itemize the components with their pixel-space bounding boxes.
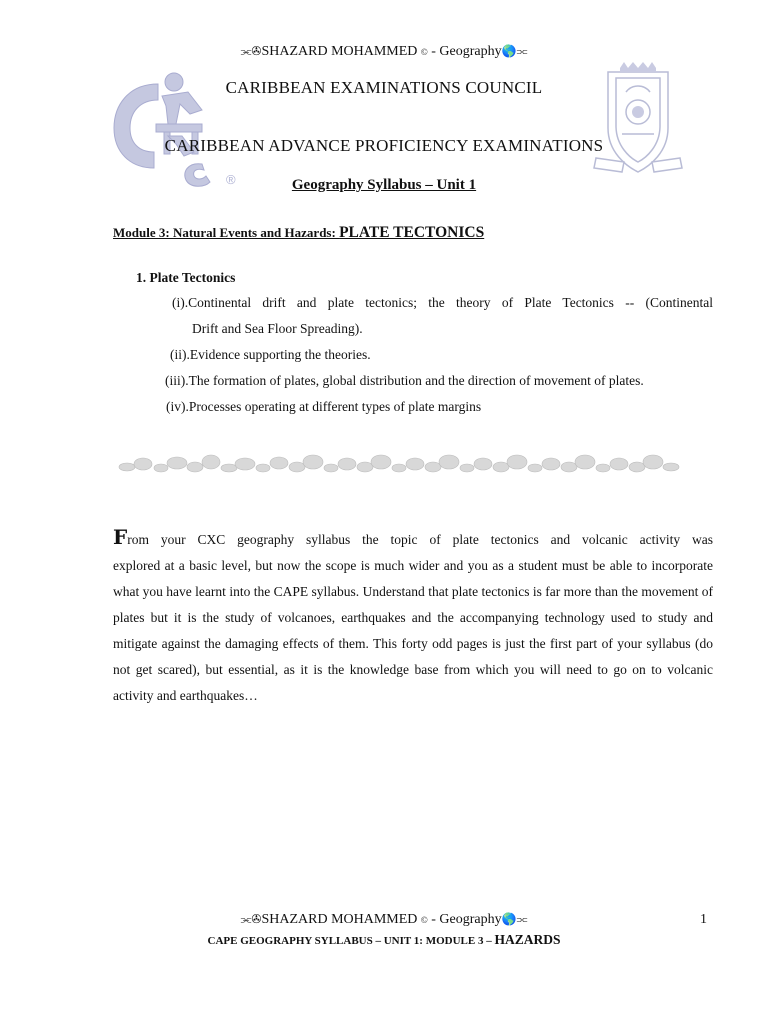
header-ornament-right: 🌎⫗: [501, 44, 528, 58]
page-header: [0, 44, 768, 60]
header-copyright: ©: [420, 47, 428, 57]
drop-cap: F: [113, 525, 128, 549]
module-topic: PLATE TECTONICS: [339, 224, 485, 241]
course-footer: [0, 932, 768, 948]
intro-paragraph: [113, 524, 713, 709]
page-number: 1: [700, 912, 707, 927]
course-footer-topic: HAZARDS: [494, 932, 561, 947]
header-subject: - Geography: [427, 44, 502, 59]
header-author: SHAZARD MOHAMMED: [261, 44, 418, 59]
footer-ornament-right: 🌎⫗: [501, 912, 528, 926]
list-item-ii: (ii).Evidence supporting the theories.: [170, 347, 371, 362]
course-footer-prefix: CAPE GEOGRAPHY SYLLABUS – UNIT 1: MODULE 3 –: [207, 935, 495, 947]
paragraph-first-line: [113, 524, 713, 553]
footer-ornament-left: ⫘✇: [240, 912, 262, 926]
list-item-i: (i).Continental drift and plate tectonics; the theory of Plate Tectonics -- (Continental: [172, 295, 713, 310]
header-ornament-left: ⫘✇: [240, 44, 262, 58]
module-heading: [113, 224, 484, 242]
page-footer: [0, 912, 768, 928]
section-heading: 1. Plate Tectonics: [136, 270, 236, 285]
footer-copyright: ©: [420, 915, 428, 925]
list-item-iii: (iii).The formation of plates, global distribution and the direction of movement of plates.: [165, 373, 644, 388]
list-item-iv: (iv).Processes operating at different types of plate margins: [166, 399, 482, 414]
org-title: CARIBBEAN EXAMINATIONS COUNCIL: [225, 78, 543, 97]
paragraph-first-line-text: rom your CXC geography syllabus the topic of plate tectonics and volcanic activity was: [127, 532, 713, 547]
exam-title: CARIBBEAN ADVANCE PROFICIENCY EXAMINATIONS: [164, 136, 604, 155]
footer-author: SHAZARD MOHAMMED: [261, 912, 418, 927]
syllabus-title: Geography Syllabus – Unit 1: [291, 177, 477, 193]
module-prefix: Module 3: Natural Events and Hazards:: [113, 225, 340, 240]
logo-registered-mark: ®: [226, 172, 236, 187]
pebble-divider: [113, 448, 685, 484]
list-item-i-continued: Drift and Sea Floor Spreading).: [192, 321, 363, 336]
footer-subject: - Geography: [427, 912, 502, 927]
paragraph-body: explored at a basic level, but now the scope is much wider and you as a student must be able to incorporate what you have learnt into the CAPE syllabus. Understand that plate tectonics is far more than the movement of plates but it is the study of volcanoes, earthquakes and the accompanying technology used to study and mitigate against the damaging effects of them. This forty odd pages is just the first part of your syllabus (do not get scared), but essential, as it is the knowledge base from which you will need to go on to volcanic activity and earthquakes…: [113, 558, 713, 703]
